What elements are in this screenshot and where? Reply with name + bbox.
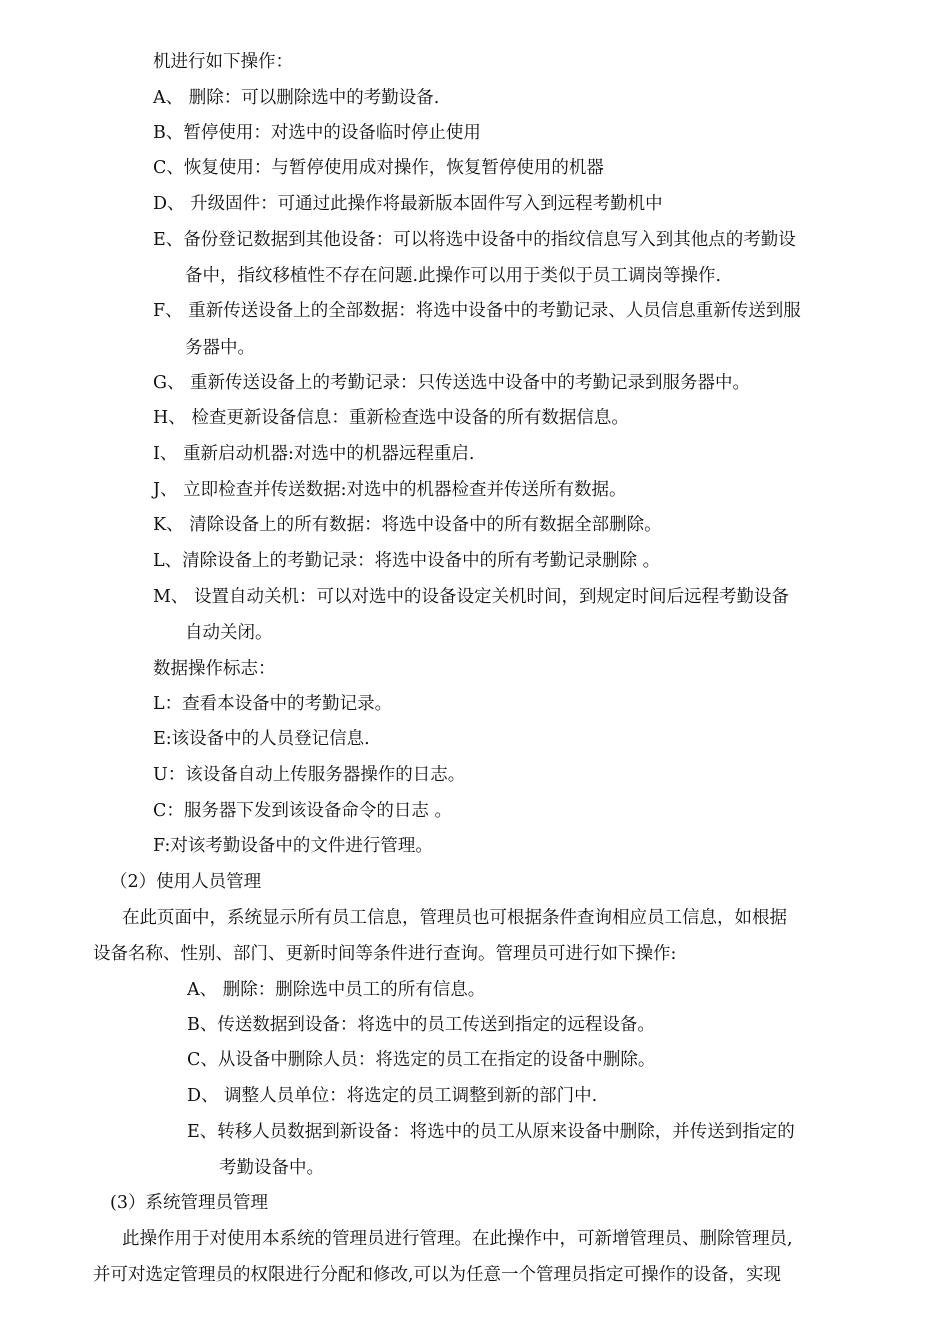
device-op-f-cont: 务器中。: [185, 338, 255, 358]
data-flag-e: E:该设备中的人员登记信息.: [153, 729, 370, 749]
device-op-c: C、恢复使用：与暂停使用成对操作，恢复暂停使用的机器: [153, 158, 604, 178]
section2-para-line2: 设备名称、性别、部门、更新时间等条件进行查询。管理员可进行如下操作:: [93, 944, 677, 964]
staff-op-a: A、 删除：删除选中员工的所有信息。: [187, 980, 486, 1000]
device-op-m-cont: 自动关闭。: [185, 623, 273, 643]
device-op-j: J、 立即检查并传送数据:对选中的机器检查并传送所有数据。: [153, 480, 627, 500]
device-op-h: H、 检查更新设备信息：重新检查选中设备的所有数据信息。: [153, 408, 629, 428]
section2-para-line1: 在此页面中，系统显示所有员工信息，管理员也可根据条件查询相应员工信息，如根据: [122, 908, 787, 928]
device-ops-intro: 机进行如下操作：: [153, 52, 293, 72]
data-flag-u: U：该设备自动上传服务器操作的日志。: [153, 765, 466, 785]
data-flag-c: C：服务器下发到该设备命令的日志 。: [153, 801, 452, 821]
device-op-a: A、 删除：可以删除选中的考勤设备.: [153, 88, 440, 108]
device-op-d: D、 升级固件：可通过此操作将最新版本固件写入到远程考勤机中: [153, 194, 663, 214]
section2-heading: （2）使用人员管理: [110, 872, 262, 892]
device-op-b: B、暂停使用：对选中的设备临时停止使用: [153, 123, 481, 143]
device-op-e-cont: 备中，指纹移植性不存在问题.此操作可以用于类似于员工调岗等操作.: [185, 266, 722, 286]
staff-op-e-cont: 考勤设备中。: [219, 1158, 324, 1178]
device-op-e: E、备份登记数据到其他设备：可以将选中设备中的指纹信息写入到其他点的考勤设: [153, 230, 796, 250]
device-op-f: F、 重新传送设备上的全部数据：将选中设备中的考勤记录、人员信息重新传送到服: [153, 301, 801, 321]
staff-op-e: E、转移人员数据到新设备：将选中的员工从原来设备中删除，并传送到指定的: [187, 1122, 795, 1142]
data-flag-f: F:对该考勤设备中的文件进行管理。: [153, 836, 433, 856]
device-op-m: M、 设置自动关机：可以对选中的设备设定关机时间，到规定时间后远程考勤设备: [153, 587, 789, 607]
data-flags-title: 数据操作标志：: [153, 659, 276, 679]
section3-heading: (3）系统管理员管理: [110, 1193, 268, 1213]
staff-op-d: D、 调整人员单位：将选定的员工调整到新的部门中.: [187, 1086, 598, 1106]
section3-para-line2: 并可对选定管理员的权限进行分配和修改,可以为任意一个管理员指定可操作的设备，实现: [93, 1265, 782, 1285]
section3-para-line1: 此操作用于对使用本系统的管理员进行管理。在此操作中，可新增管理员、删除管理员,: [122, 1229, 793, 1249]
staff-op-c: C、从设备中删除人员：将选定的员工在指定的设备中删除。: [187, 1050, 656, 1070]
device-op-g: G、 重新传送设备上的考勤记录：只传送选中设备中的考勤记录到服务器中。: [153, 373, 751, 393]
data-flag-l: L：查看本设备中的考勤记录。: [153, 694, 393, 714]
device-op-k: K、 清除设备上的所有数据：将选中设备中的所有数据全部删除。: [153, 515, 662, 535]
device-op-i: I、 重新启动机器:对选中的机器远程重启.: [153, 444, 475, 464]
device-op-l: L、清除设备上的考勤记录：将选中设备中的所有考勤记录删除 。: [153, 551, 661, 571]
staff-op-b: B、传送数据到设备：将选中的员工传送到指定的远程设备。: [187, 1015, 655, 1035]
